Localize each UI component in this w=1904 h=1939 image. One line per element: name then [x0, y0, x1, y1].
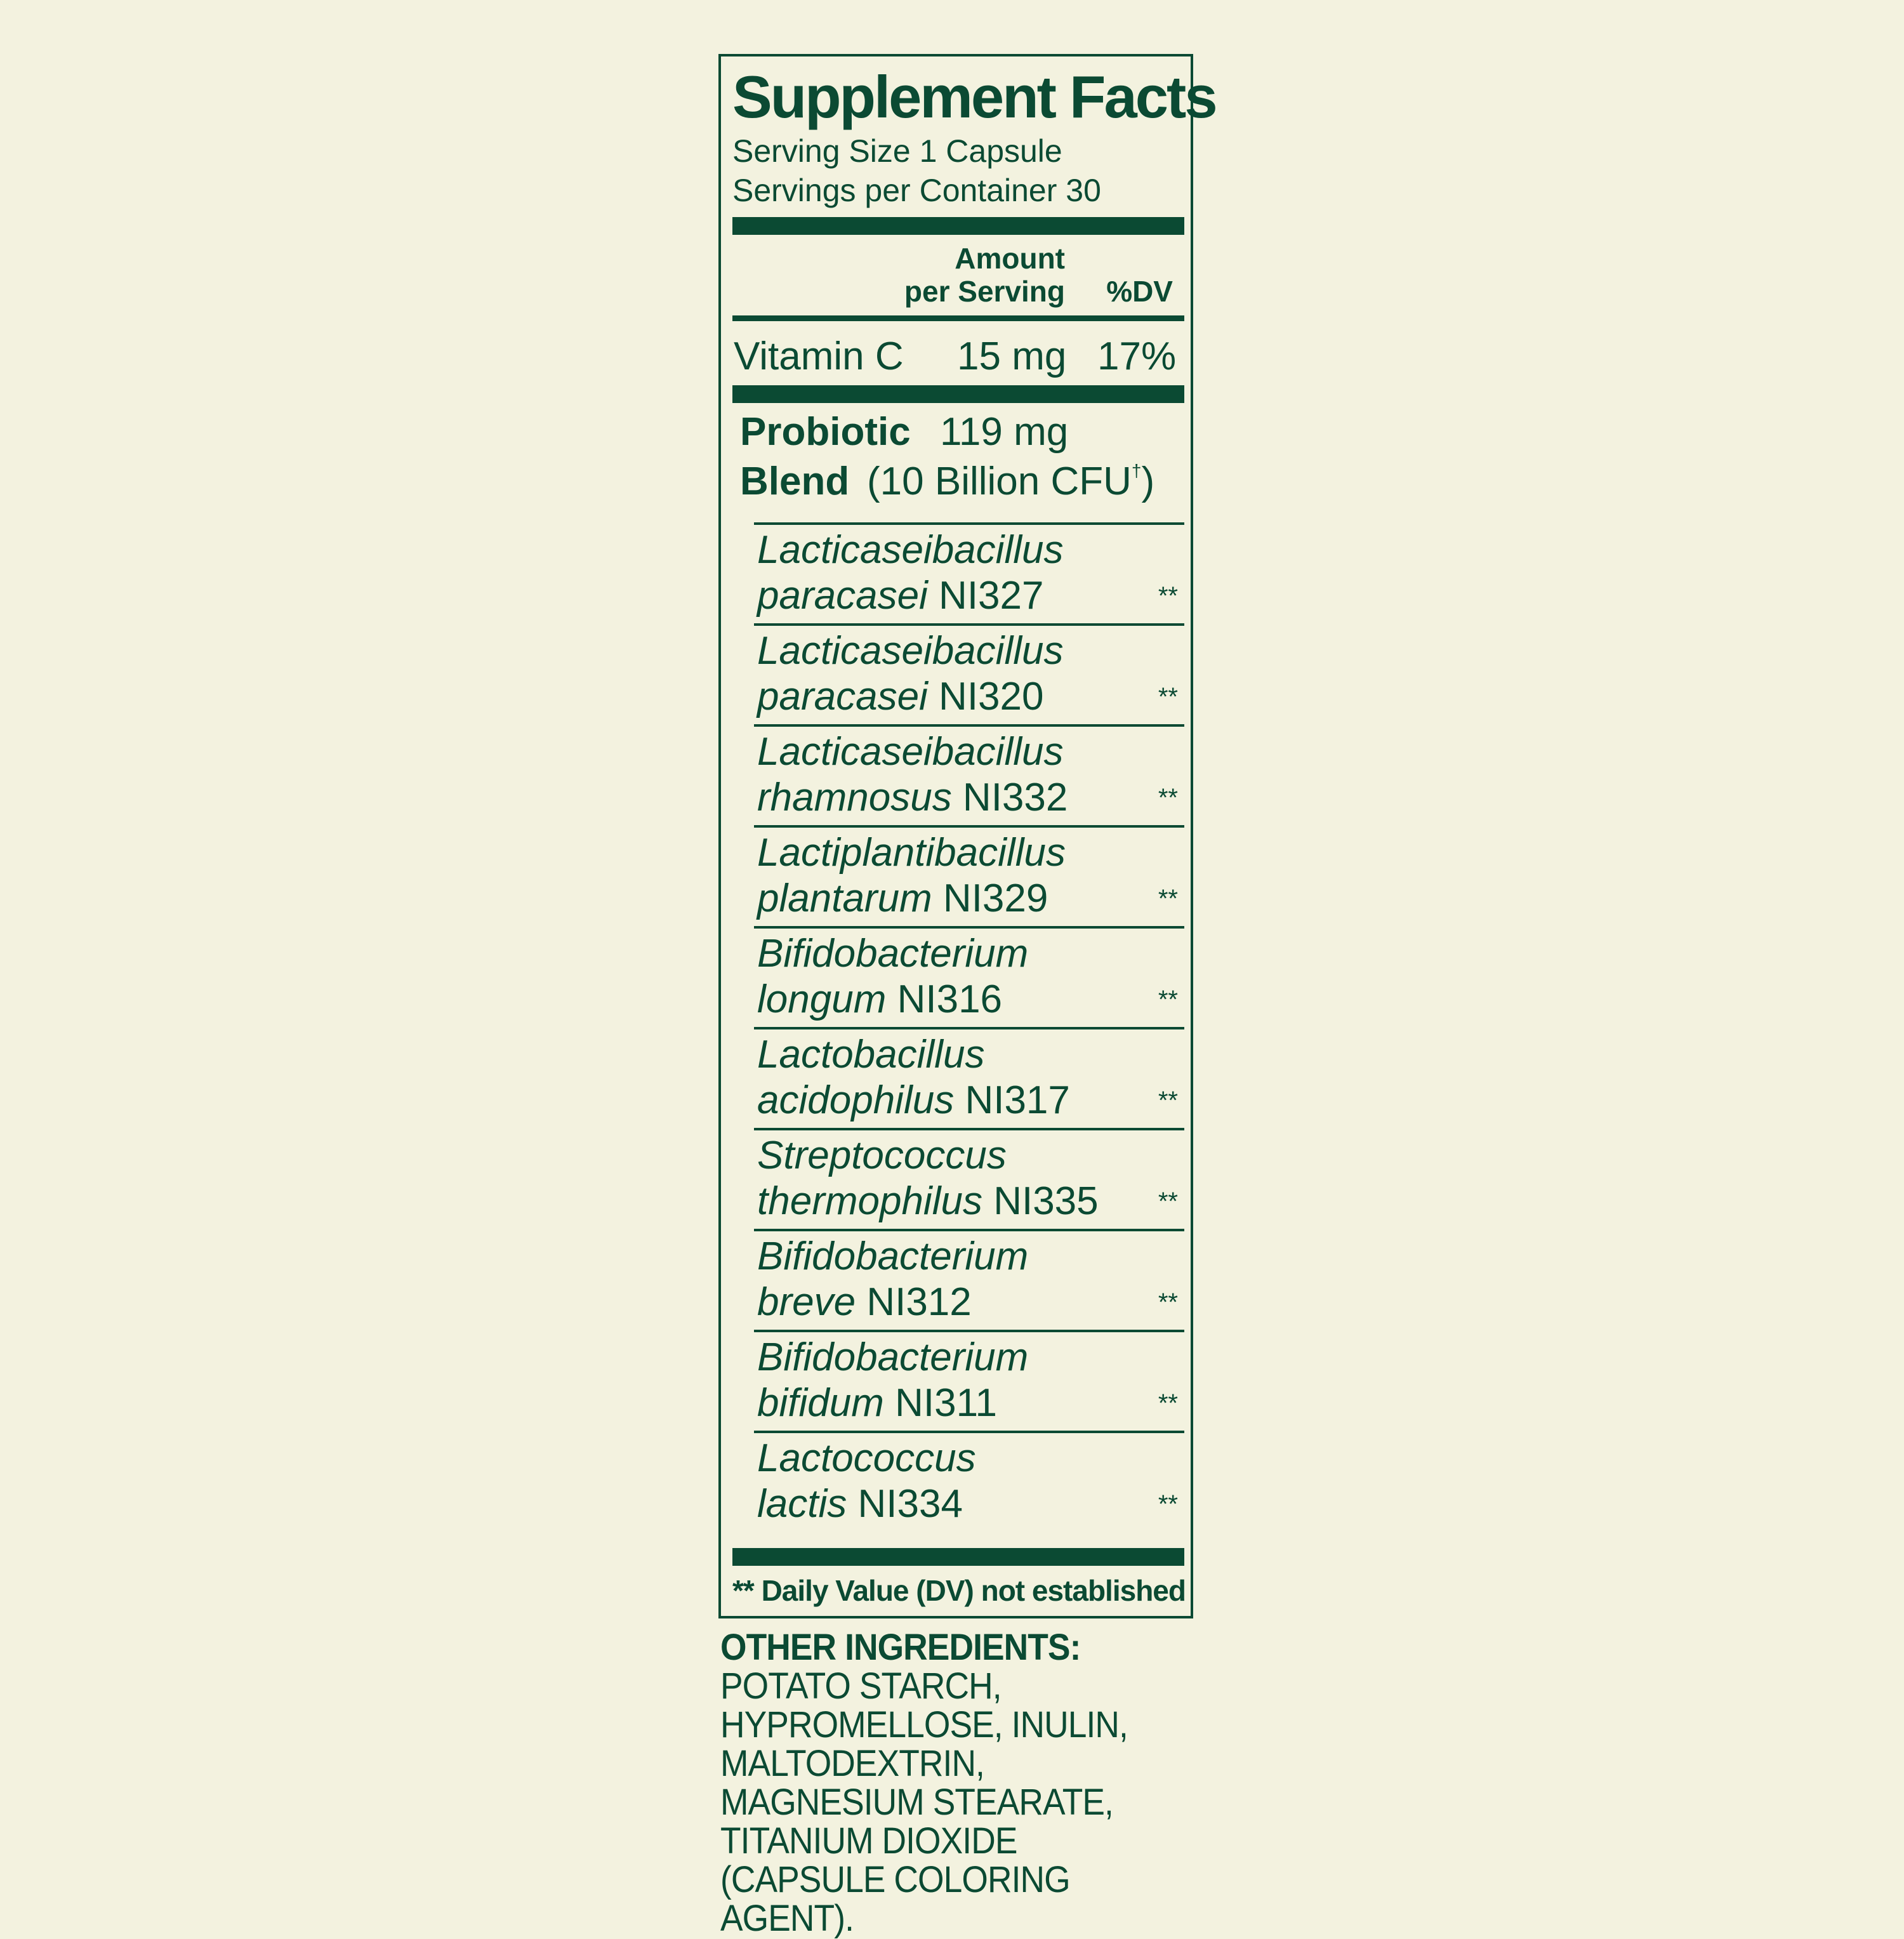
other-ingredients-text: POTATO STARCH, HYPROMELLOSE, INULIN, MALTODEXTRIN, MAGNESIUM STEARATE, TITANIUM DIOXIDE (CAPSULE COLORING AGENT).	[720, 1665, 1128, 1939]
ingredient-dv: **	[1158, 1389, 1178, 1417]
ingredient-strain: NI327	[927, 574, 1044, 618]
panel-title: Supplement Facts	[732, 63, 1216, 130]
ingredient-species-strain	[757, 573, 1044, 618]
ingredient-genus: Bifidobacterium	[757, 1234, 1029, 1278]
ingredient-strain: NI312	[856, 1280, 972, 1324]
ingredient-genus: Lactobacillus	[757, 1033, 985, 1076]
ingredient-row	[754, 1027, 1184, 1128]
ingredient-species: thermophilus	[757, 1179, 982, 1223]
serving-size: Serving Size 1 Capsule	[732, 133, 1062, 169]
ingredient-genus: Lactiplantibacillus	[757, 831, 1066, 875]
thick-divider	[732, 1548, 1184, 1566]
ingredient-dv: **	[1158, 1188, 1178, 1215]
vitamin-c-amount: 15 mg	[957, 334, 1067, 378]
ingredient-species: acidophilus	[757, 1078, 955, 1122]
ingredient-dv: **	[1158, 582, 1178, 610]
servings-per-container: Servings per Container 30	[732, 173, 1101, 208]
ingredient-dv: **	[1158, 1490, 1178, 1518]
ingredient-row	[754, 522, 1184, 623]
ingredient-species-strain	[757, 977, 1002, 1022]
ingredient-row	[754, 1229, 1184, 1330]
other-ingredients-heading: OTHER INGREDIENTS:	[720, 1627, 1081, 1668]
ingredient-row	[754, 1128, 1184, 1229]
supplement-facts-panel	[718, 54, 1216, 1618]
vitamin-c-dv: 17%	[1097, 334, 1177, 378]
vitamin-c-name: Vitamin C	[734, 334, 904, 378]
ingredient-species-strain	[757, 1078, 1070, 1123]
blend-cfu: (10 Billion CFU†)	[867, 460, 1155, 503]
ingredient-strain: NI334	[847, 1482, 963, 1526]
ingredient-genus: Lacticaseibacillus	[757, 629, 1064, 673]
footnote: ** Daily Value (DV) not established	[732, 1574, 1186, 1607]
other-ingredients	[720, 1628, 1164, 1938]
ingredient-genus: Bifidobacterium	[757, 932, 1029, 976]
ingredient-list	[754, 522, 1184, 1532]
thick-divider	[732, 385, 1184, 403]
ingredient-species-strain	[757, 775, 1068, 820]
blend-amount: 119 mg	[940, 410, 1069, 454]
ingredient-strain: NI332	[951, 776, 1068, 819]
ingredient-dv: **	[1158, 885, 1178, 913]
ingredient-row	[754, 1330, 1184, 1431]
ingredient-strain: NI316	[886, 977, 1003, 1021]
ingredient-species: breve	[757, 1280, 856, 1324]
ingredient-strain: NI329	[932, 877, 1048, 920]
ingredient-genus: Lactococcus	[757, 1436, 976, 1480]
ingredient-strain: NI320	[927, 675, 1044, 718]
ingredient-strain: NI317	[954, 1078, 1070, 1122]
ingredient-species: paracasei	[757, 675, 928, 718]
ingredient-species: plantarum	[757, 877, 932, 920]
ingredient-species-strain	[757, 1481, 963, 1526]
ingredient-genus: Lacticaseibacillus	[757, 730, 1064, 774]
ingredient-genus: Lacticaseibacillus	[757, 528, 1064, 572]
ingredient-species-strain	[757, 1280, 972, 1325]
ingredient-strain: NI311	[883, 1381, 997, 1425]
ingredient-dv: **	[1158, 784, 1178, 812]
ingredient-strain: NI335	[982, 1179, 1099, 1223]
ingredient-species-strain	[757, 876, 1048, 921]
ingredient-row	[754, 825, 1184, 926]
ingredient-species: longum	[757, 977, 887, 1021]
medium-divider	[732, 315, 1184, 321]
ingredient-row	[754, 926, 1184, 1027]
ingredient-species-strain	[757, 674, 1044, 719]
header-dv: %DV	[1106, 275, 1173, 308]
ingredient-dv: **	[1158, 1087, 1178, 1115]
ingredient-row	[754, 623, 1184, 724]
thick-divider	[732, 217, 1184, 235]
ingredient-species: rhamnosus	[757, 776, 952, 819]
blend-name-line1: Probiotic	[740, 410, 911, 454]
blend-name-line2: Blend	[740, 460, 850, 503]
ingredient-row	[754, 1431, 1184, 1532]
ingredient-species: paracasei	[757, 574, 928, 618]
ingredient-dv: **	[1158, 986, 1178, 1014]
ingredient-dv: **	[1158, 1288, 1178, 1316]
ingredient-genus: Streptococcus	[757, 1134, 1007, 1177]
ingredient-genus: Bifidobacterium	[757, 1335, 1029, 1379]
header-amount: Amount per Serving	[904, 242, 1065, 308]
ingredient-dv: **	[1158, 683, 1178, 711]
ingredient-species: lactis	[757, 1482, 847, 1526]
ingredient-species-strain	[757, 1380, 997, 1426]
ingredient-species-strain	[757, 1179, 1099, 1224]
ingredient-row	[754, 724, 1184, 825]
ingredient-species: bifidum	[757, 1381, 884, 1425]
